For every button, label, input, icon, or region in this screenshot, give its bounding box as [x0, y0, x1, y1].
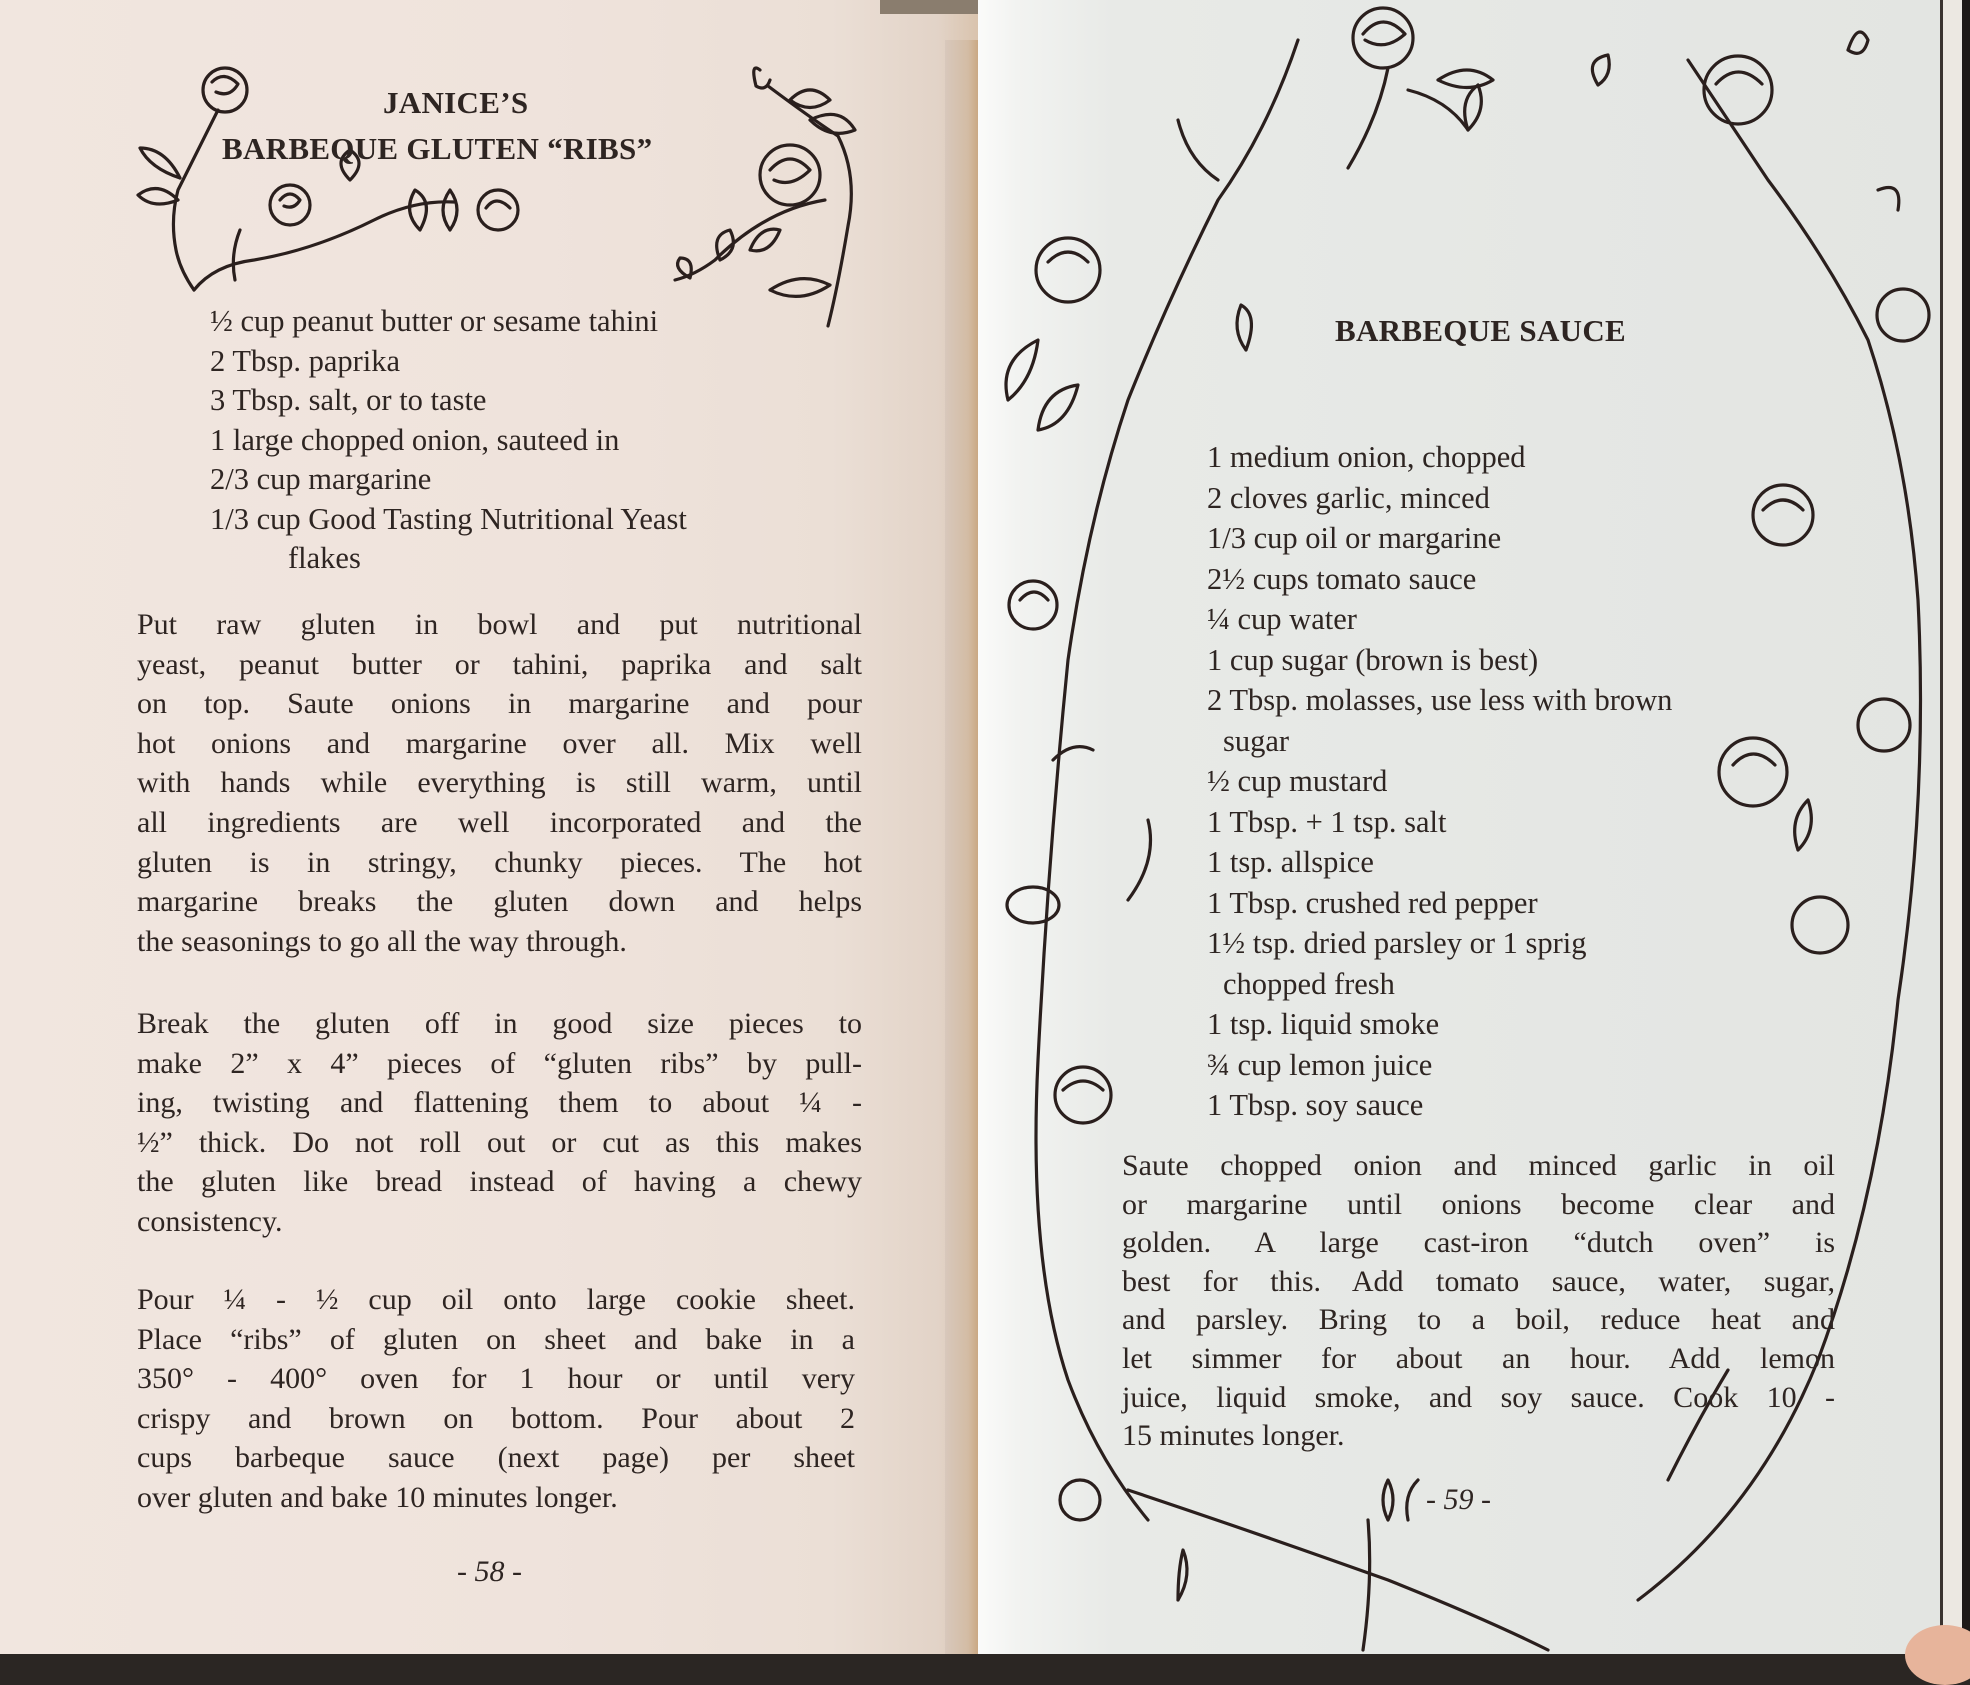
text-line: the seasonings to go all the way through. [137, 924, 627, 958]
gutter-shadow [945, 40, 978, 1654]
ingredient-item: 1 Tbsp. crushed red pepper [1207, 885, 1538, 920]
rose-vine-right-header-icon [660, 60, 890, 340]
rose-top-center-icon [1328, 0, 1588, 170]
text-line: Put raw gluten in bowl and put nutritional [137, 608, 862, 641]
recipe-title-line2: BARBEQUE GLUTEN “RIBS” [222, 131, 653, 166]
recipe-title-line1: JANICE’S [383, 85, 529, 120]
instructions-paragraph-3 [137, 1280, 855, 1518]
ingredient-item: 1½ tsp. dried parsley or 1 sprig [1207, 926, 1587, 960]
ingredient-item: sugar [1223, 723, 1290, 758]
instructions-paragraph-1 [137, 605, 862, 961]
ingredient-item: 2 Tbsp. molasses, use less with brown [1207, 683, 1673, 717]
page-number: - 59 - [1426, 1483, 1491, 1516]
text-line: on top. Saute onions in margarine and pour [137, 687, 862, 721]
right-page [978, 0, 1940, 1654]
thumb [1905, 1625, 1970, 1685]
ingredient-item: 2 cloves garlic, minced [1207, 480, 1490, 515]
ingredient-item: 1 tsp. liquid smoke [1207, 1007, 1440, 1041]
ingredient-item: 1/3 cup oil or margarine [1207, 521, 1502, 555]
text-line: yeast, peanut butter or tahini, paprika and salt [137, 647, 862, 681]
text-line: best for this. Add tomato sauce, water, sugar, [1122, 1264, 1835, 1298]
ingredient-item: 2½ cups tomato sauce [1207, 561, 1477, 596]
text-line: let simmer for about an hour. Add lemon [1122, 1341, 1835, 1375]
ingredient-list [210, 302, 687, 579]
left-page [0, 0, 978, 1654]
ingredient-item: 3 Tbsp. salt, or to taste [210, 383, 487, 417]
ingredient-item: flakes [288, 541, 361, 575]
instructions-paragraph-2 [137, 1004, 862, 1242]
text-line: with hands while everything is still warm, until [137, 766, 862, 800]
text-line: make 2” x 4” pieces of “gluten ribs” by pull- [137, 1046, 862, 1080]
ingredient-item: 2 Tbsp. paprika [210, 343, 401, 378]
ingredient-item: ¼ cup water [1207, 602, 1357, 636]
ingredient-item: 1 medium onion, chopped [1207, 440, 1526, 474]
ingredient-item: 1/3 cup Good Tasting Nutritional Yeast [210, 501, 687, 536]
ingredient-item: 1 tsp. allspice [1207, 845, 1374, 879]
text-line: or margarine until onions become clear and [1122, 1187, 1835, 1221]
text-line: Saute chopped onion and minced garlic in oil [1122, 1149, 1835, 1182]
text-line: and parsley. Bring to a boil, reduce heat and [1122, 1303, 1835, 1337]
ingredient-item: ½ cup peanut butter or sesame tahini [210, 304, 659, 338]
text-line: ing, twisting and flattening them to about ¼ - [137, 1086, 862, 1120]
sauce-ingredient-list [1207, 437, 1672, 1126]
ingredient-item: 1 Tbsp. + 1 tsp. salt [1207, 804, 1447, 839]
text-line: Place “ribs” of gluten on sheet and bake in a [137, 1322, 855, 1356]
ingredient-item: chopped fresh [1223, 966, 1395, 1001]
text-line: hot onions and margarine over all. Mix well [137, 726, 862, 760]
ingredient-item: ¾ cup lemon juice [1207, 1047, 1433, 1082]
ingredient-item: 1 Tbsp. soy sauce [1207, 1088, 1424, 1122]
text-line: crispy and brown on bottom. Pour about 2 [137, 1401, 855, 1435]
rose-buds-bottom-icon [1168, 1460, 1568, 1654]
text-line: margarine breaks the gluten down and helps [137, 885, 862, 919]
text-line: golden. A large cast-iron “dutch oven” is [1122, 1226, 1835, 1260]
text-line: cups barbeque sauce (next page) per sheet [137, 1441, 855, 1475]
text-line: gluten is in stringy, chunky pieces. The hot [137, 845, 862, 879]
text-line: Break the gluten off in good size pieces to [137, 1007, 862, 1040]
text-line: 15 minutes longer. [1122, 1419, 1345, 1453]
text-line: the gluten like bread instead of having a chewy [137, 1165, 862, 1199]
book-edge [880, 0, 978, 14]
text-line: ½” thick. Do not roll out or cut as this makes [137, 1125, 862, 1159]
text-line: juice, liquid smoke, and soy sauce. Cook 10 - [1122, 1380, 1835, 1414]
text-line: 350° - 400° oven for 1 hour or until very [137, 1362, 855, 1396]
ingredient-item: 1 large chopped onion, sauteed in [210, 422, 620, 457]
ingredient-item: ½ cup mustard [1207, 764, 1388, 798]
ingredient-item: 1 cup sugar (brown is best) [1207, 642, 1539, 677]
text-line: consistency. [137, 1204, 283, 1238]
text-line: over gluten and bake 10 minutes longer. [137, 1480, 618, 1514]
text-line: Pour ¼ - ½ cup oil onto large cookie sheet. [137, 1283, 855, 1316]
sauce-instructions [1122, 1147, 1835, 1456]
page-number: - 58 - [457, 1555, 522, 1588]
text-line: all ingredients are well incorporated and the [137, 805, 862, 839]
ingredient-item: 2/3 cup margarine [210, 462, 432, 496]
book-right-edge [1940, 0, 1970, 1654]
sauce-title: BARBEQUE SAUCE [1335, 313, 1627, 348]
